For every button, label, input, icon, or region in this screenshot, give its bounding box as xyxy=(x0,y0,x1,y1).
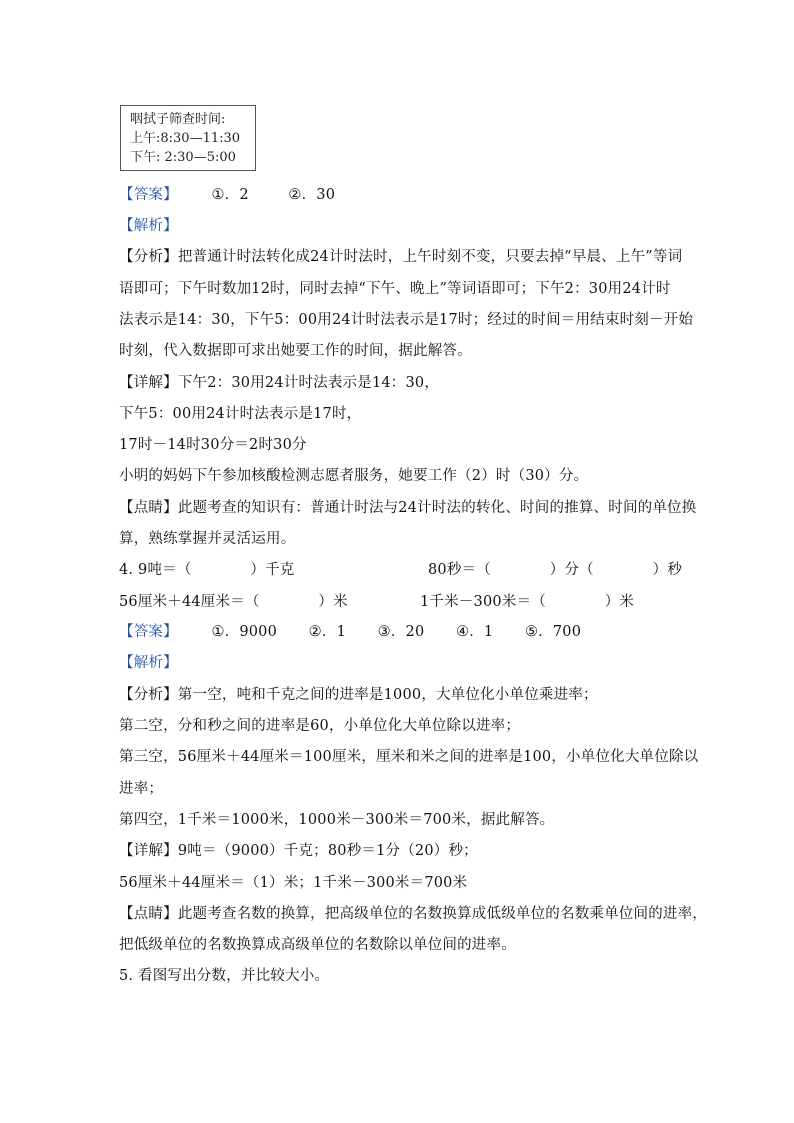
q4-row-1-left: 4. 9吨＝（ ）千克 xyxy=(119,562,295,578)
q4-row-1-right: 80秒＝（ ）分（ ）秒 xyxy=(428,562,683,578)
q4-answer-4: ④．1 xyxy=(456,624,494,640)
q3-detail-text-1: 下午2：30用24计时法表示是14：30， xyxy=(177,375,440,391)
q4-dianjing-text-1: 此题考查名数的换算，把高级单位的名数换算成低级单位的名数乘单位间的进率， xyxy=(177,906,708,922)
q3-fenxi-line-1 xyxy=(119,247,682,267)
q3-fenxi-text-1: 把普通计时法转化成24计时法时，上午时刻不变，只要去掉“早晨、上午”等词 xyxy=(177,249,683,265)
q5-question: 5. 看图写出分数，并比较大小。 xyxy=(119,968,330,984)
q4-fenxi-line-4: 进率； xyxy=(119,781,164,797)
q3-dianjing-text-1: 此题考查的知识有：普通计时法与24计时法的转化、时间的推算、时间的单位换 xyxy=(177,500,697,516)
q4-answer-tag: 【答案】 xyxy=(119,624,178,640)
q3-detail-line-4: 小明的妈妈下午参加核酸检测志愿者服务，她要工作（2）时（30）分。 xyxy=(119,468,589,484)
q3-detail-line-1 xyxy=(119,373,439,393)
q3-fenxi-line-2: 语即可；下午时数加12时，同时去掉“下午、晚上”等词语即可；下午2：30用24计时 xyxy=(119,281,671,297)
q4-detail-tag: 【详解】 xyxy=(119,843,178,859)
q4-fenxi-line-5: 第四空，1千米＝1000米，1000米－300米＝700米，据此解答。 xyxy=(119,812,555,828)
notice-title: 咽拭子筛查时间: xyxy=(130,112,226,127)
q4-fenxi-line-1 xyxy=(119,685,598,705)
q4-fenxi-line-3: 第三空，56厘米＋44厘米＝100厘米，厘米和米之间的进率是100，小单位化大单位除以 xyxy=(119,749,699,765)
q3-fenxi-line-3: 法表示是14：30，下午5：00用24计时法表示是17时；经过的时间＝用结束时刻－开始 xyxy=(119,312,694,328)
q3-dianjing-tag: 【点睛】 xyxy=(119,500,178,516)
q3-detail-line-2: 下午5：00用24计时法表示是17时， xyxy=(119,406,362,422)
q4-fenxi-text-1: 第一空，吨和千克之间的进率是1000，大单位化小单位乘进率； xyxy=(177,687,598,703)
q4-dianjing-line-1 xyxy=(119,904,707,924)
q4-detail-text-1: 9吨＝（9000）千克；80秒＝1分（20）秒； xyxy=(177,843,478,859)
q3-detail-tag: 【详解】 xyxy=(119,375,178,391)
q3-answer-2: ②．30 xyxy=(288,187,336,203)
q3-detail-line-3: 17时－14时30分＝2时30分 xyxy=(119,437,307,453)
q3-analysis-tag: 【解析】 xyxy=(119,218,178,234)
notice-morning: 上午:8:30—11:30 xyxy=(130,131,241,146)
q4-fenxi-tag: 【分析】 xyxy=(119,687,178,703)
q3-answer-tag: 【答案】 xyxy=(119,187,178,203)
q4-answer-2: ②．1 xyxy=(308,624,346,640)
screening-time-notice xyxy=(120,105,256,171)
q4-detail-line-1 xyxy=(119,841,478,861)
q4-detail-line-2: 56厘米＋44厘米＝（1）米；1千米－300米＝700米 xyxy=(119,875,468,891)
q4-answer-line xyxy=(119,622,581,642)
q4-answer-5: ⑤．700 xyxy=(524,624,582,640)
q4-answer-3: ③．20 xyxy=(377,624,425,640)
q4-row-2-right: 1千米－300米＝（ ）米 xyxy=(420,594,635,610)
q4-dianjing-tag: 【点睛】 xyxy=(119,906,178,922)
q3-fenxi-tag: 【分析】 xyxy=(119,249,178,265)
q4-fenxi-line-2: 第二空，分和秒之间的进率是60，小单位化大单位除以进率； xyxy=(119,718,521,734)
q3-fenxi-line-4: 时刻，代入数据即可求出她要工作的时间，据此解答。 xyxy=(119,343,472,359)
q4-answer-1: ①．9000 xyxy=(211,624,278,640)
q3-answer-1: ①．2 xyxy=(211,187,249,203)
q3-dianjing-line-2: 算，熟练掌握并灵活运用。 xyxy=(119,531,296,547)
notice-afternoon: 下午: 2:30—5:00 xyxy=(130,150,236,165)
q3-dianjing-line-1 xyxy=(119,498,696,518)
q4-dianjing-line-2: 把低级单位的名数换算成高级单位的名数除以单位间的进率。 xyxy=(119,937,516,953)
q3-answer-line xyxy=(119,185,335,205)
q4-analysis-tag: 【解析】 xyxy=(119,655,178,671)
q4-row-2-left: 56厘米＋44厘米＝（ ）米 xyxy=(119,594,348,610)
